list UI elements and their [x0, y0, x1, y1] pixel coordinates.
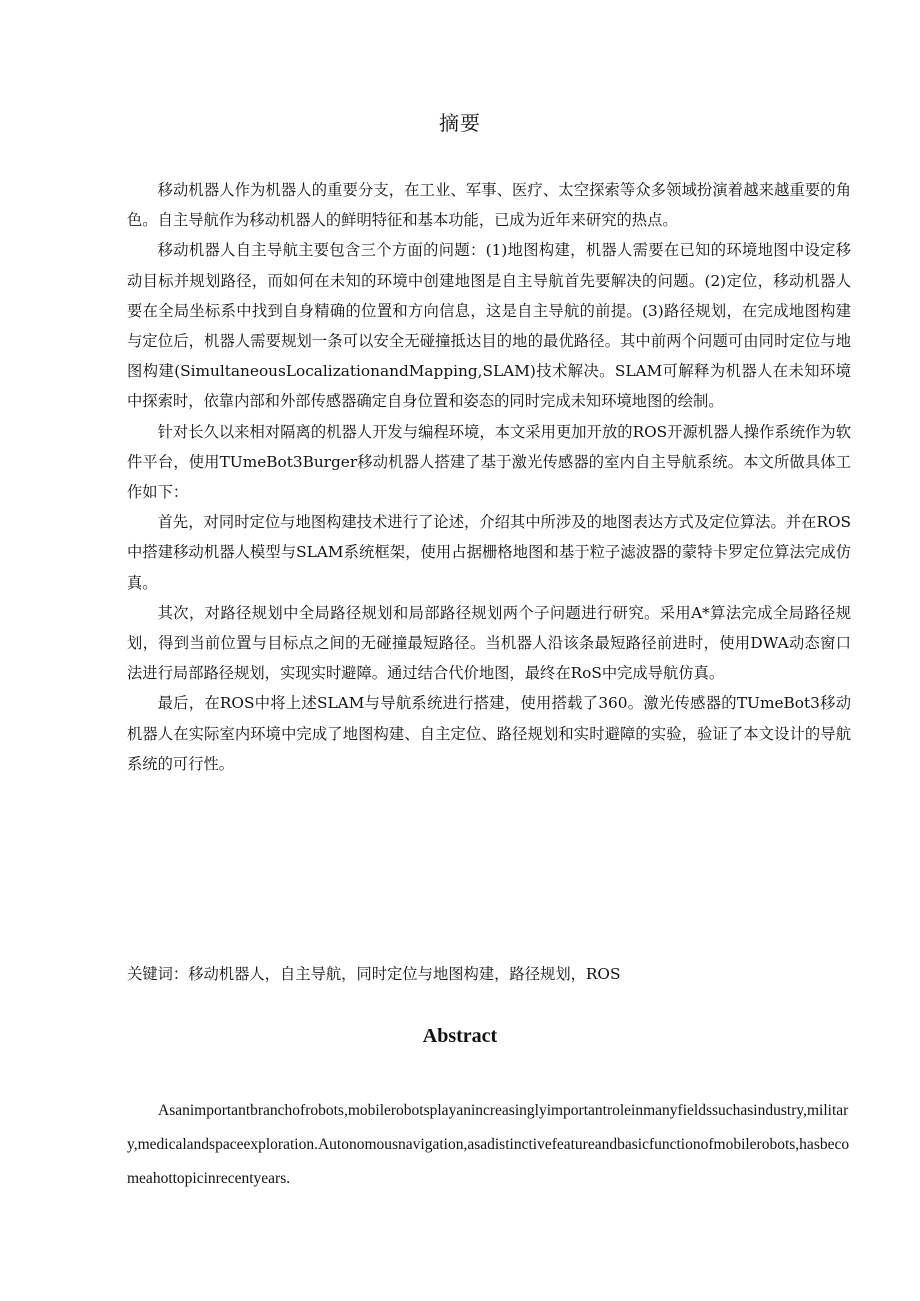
abstract-en-paragraph: Asanimportantbranchofrobots,mobilerobotsplayanincreasinglyimportantroleinmanyfieldssuchasindustry,military,medicalandspaceexploration.Autonomousnavigation,asadistinctivefeatureandbasicfunctionofmobilerobots,hasbecomeahottopicinrecentyears. [127, 1102, 850, 1187]
abstract-cn-body [127, 175, 851, 779]
abstract-cn-paragraph-2: 移动机器人自主导航主要包含三个方面的问题：(1)地图构建，机器人需要在已知的环境地图中设定移动目标并规划路径，而如何在未知的环境中创建地图是自主导航首先要解决的问题。(2)定位，移动机器人要在全局坐标系中找到自身精确的位置和方向信息，这是自主导航的前提。(3)路径规划，在完成地图构建与定位后，机器人需要规划一条可以安全无碰撞抵达目的地的最优路径。其中前两个问题可由同时定位与地图构建(SimultaneousLocalizationandMapping,SLAM)技术解决。SLAM可解释为机器人在未知环境中探索时，依靠内部和外部传感器确定自身位置和姿态的同时完成未知环境地图的绘制。 [127, 241, 851, 411]
abstract-cn-paragraph-1: 移动机器人作为机器人的重要分支，在工业、军事、医疗、太空探索等众多领域扮演着越来越重要的角色。自主导航作为移动机器人的鲜明特征和基本功能，已成为近年来研究的热点。 [127, 181, 851, 230]
abstract-cn-paragraph-5: 其次，对路径规划中全局路径规划和局部路径规划两个子问题进行研究。采用A*算法完成全局路径规划，得到当前位置与目标点之间的无碰撞最短路径。当机器人沿该条最短路径前进时，使用DWA动态窗口法进行局部路径规划，实现实时避障。通过结合代价地图，最终在RoS中完成导航仿真。 [127, 603, 851, 683]
keywords-line: 关键词：移动机器人，自主导航，同时定位与地图构建，路径规划，ROS [127, 965, 621, 983]
abstract-cn-paragraph-6: 最后，在ROS中将上述SLAM与导航系统进行搭建，使用搭载了360。激光传感器的TUmeBot3移动机器人在实际室内环境中完成了地图构建、自主定位、路径规划和实时避障的实验，验证了本文设计的导航系统的可行性。 [127, 694, 851, 773]
abstract-cn-title: 摘要 [439, 111, 481, 135]
abstract-cn-paragraph-4: 首先，对同时定位与地图构建技术进行了论述，介绍其中所涉及的地图表达方式及定位算法。并在ROS中搭建移动机器人模型与SLAM系统框架，使用占据栅格地图和基于粒子滤波器的蒙特卡罗定位算法完成仿真。 [127, 513, 851, 592]
abstract-en-title: Abstract [422, 1025, 498, 1047]
abstract-cn-paragraph-3: 针对长久以来相对隔离的机器人开发与编程环境，本文采用更加开放的ROS开源机器人操作系统作为软件平台，使用TUmeBot3Burger移动机器人搭建了基于激光传感器的室内自主导航系统。本文所做具体工作如下： [127, 422, 851, 502]
